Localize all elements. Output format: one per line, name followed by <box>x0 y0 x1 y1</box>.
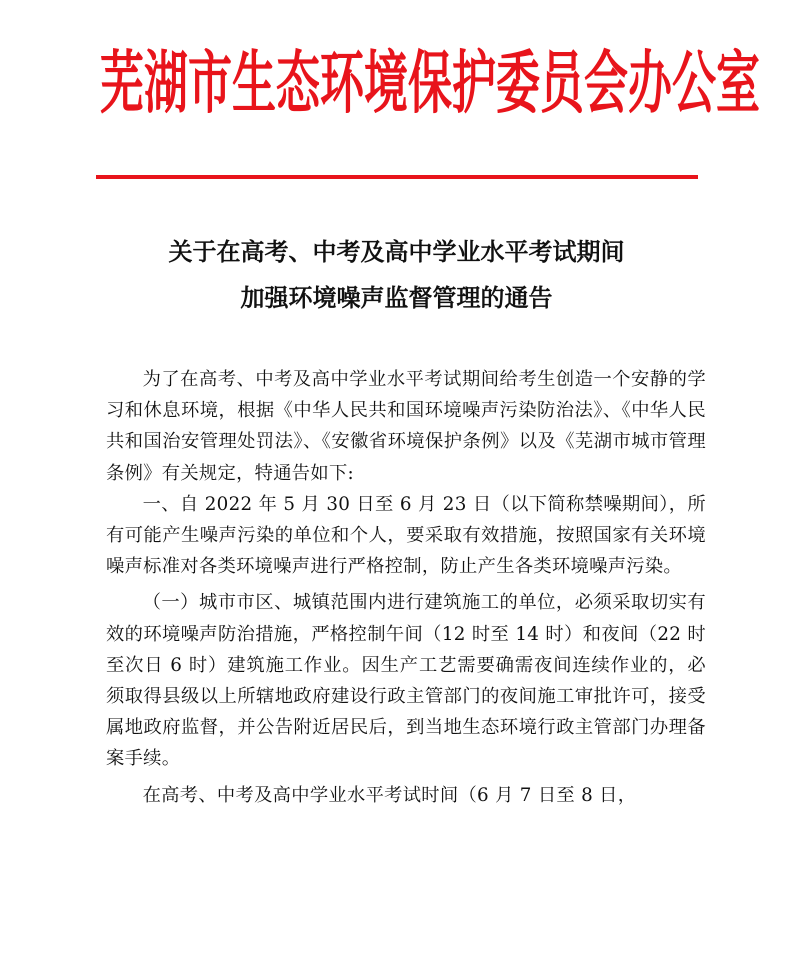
body-paragraph-exam-time: 在高考、中考及高中学业水平考试时间（6 月 7 日至 8 日， <box>142 784 637 806</box>
body-paragraph-item-1: 一、自 2022 年 5 月 30 日至 6 月 23 日（以下简称禁噪期间），所有可能产生噪声污染的单位和个人，要采取有效措施，按照国家有关环境噪声标准对各类环境噪声进行严格控制，防止产生各类环境噪声污染。 <box>106 493 706 578</box>
document-body <box>106 364 706 811</box>
document-title-line-2: 加强环境噪声监督管理的通告 <box>240 284 553 312</box>
letterhead-org-name: 芜湖市生态环境保护委员会办公室 <box>100 44 760 124</box>
body-paragraph-subitem-1: （一）城市市区、城镇范围内进行建筑施工的单位，必须采取切实有效的环境噪声防治措施，严格控制午间（12 时至 14 时）和夜间（22 时至次日 6 时）建筑施工作业。因生产工艺需要确需夜间连续作业的，必须取得县级以上所辖地政府建设行政主管部门的夜间施工审批许可，接受属地政府监督，并公告附近居民后，到当地生态环境行政主管部门办理备案手续。 <box>106 592 706 770</box>
document-title-line-1: 关于在高考、中考及高中学业水平考试期间 <box>168 238 625 266</box>
body-paragraph-intro: 为了在高考、中考及高中学业水平考试期间给考生创造一个安静的学习和休息环境，根据《中华人民共和国环境噪声污染防治法》、《中华人民共和国治安管理处罚法》、《安徽省环境保护条例》以及《芜湖市城市管理条例》有关规定，特通告如下: <box>106 369 706 484</box>
letterhead-red-rule <box>96 175 698 179</box>
